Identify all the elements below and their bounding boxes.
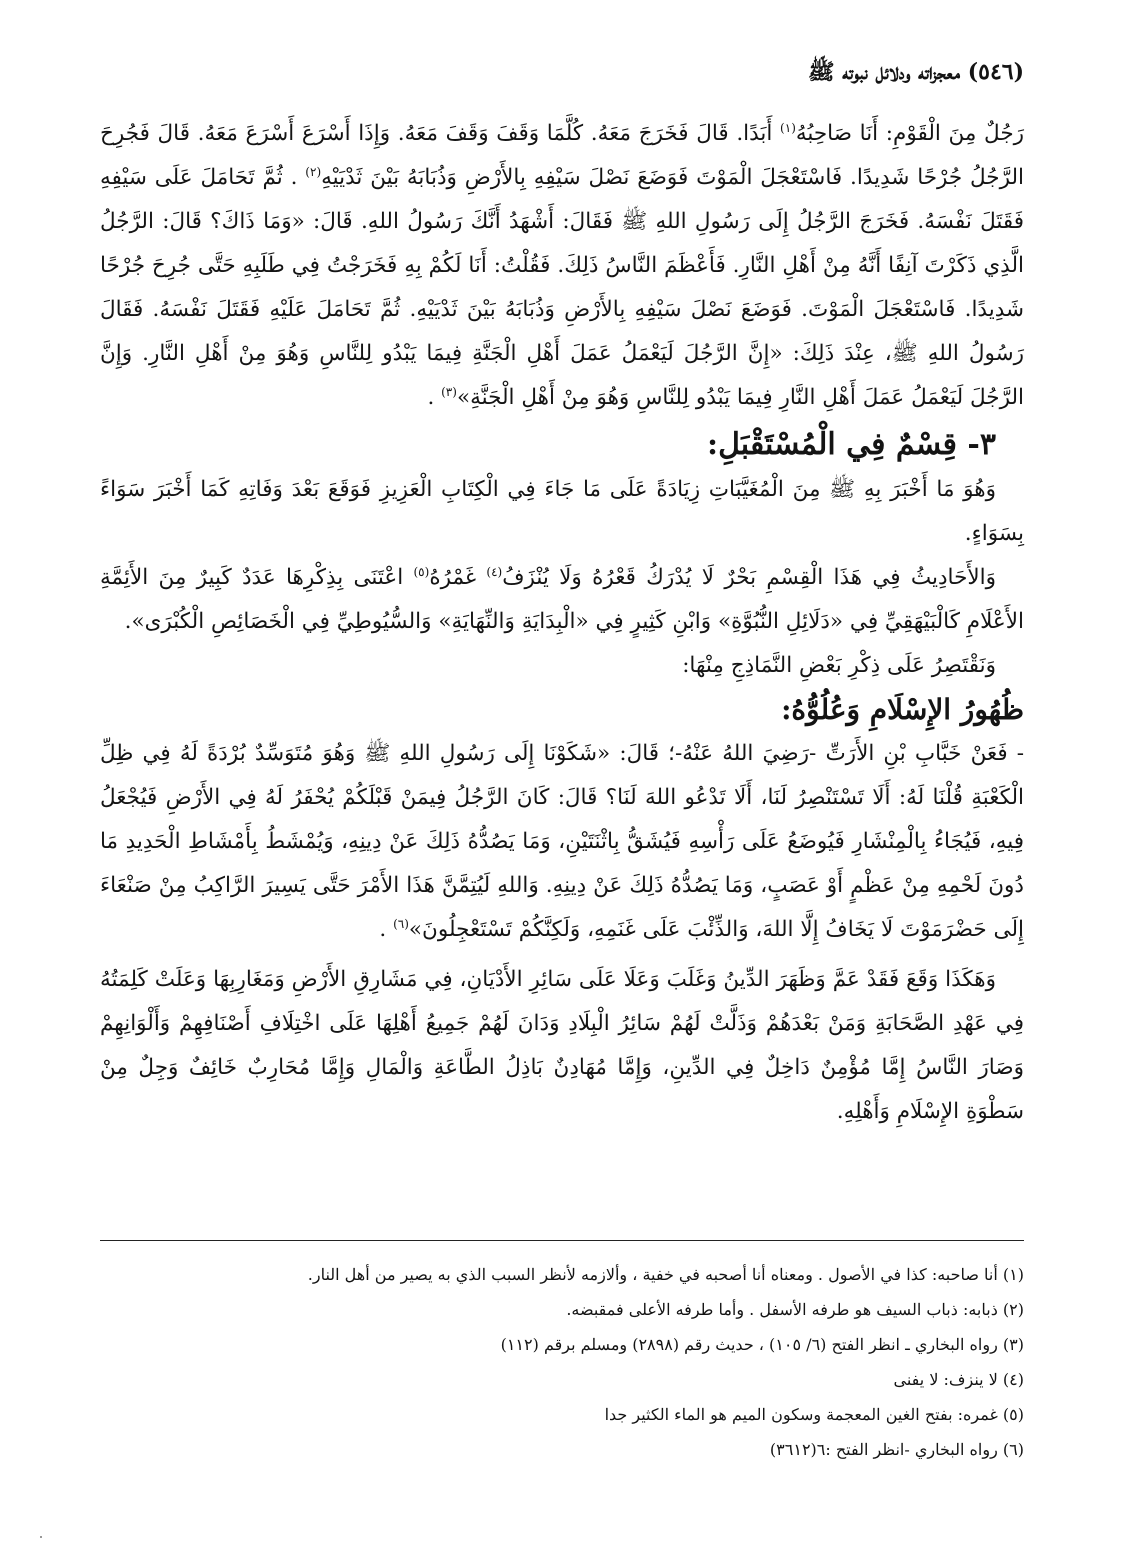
continued-paragraph — [100, 112, 1024, 420]
footnote-ref-6[interactable]: (٦) — [393, 916, 409, 931]
section-paragraph-2 — [100, 556, 1024, 644]
footnote-6: (٦) رواه البخاري -انظر الفتح :٦(٣٦١٢) — [769, 1440, 1024, 1459]
main-text — [100, 112, 1024, 1134]
footnote-3: (٣) رواه البخاري ـ انظر الفتح (٦/ ١٠٥) ، حديث رقم (٢٨٩٨) ومسلم برقم (١١٢) — [500, 1335, 1024, 1354]
text-segment: - فَعَنْ خَبَّابِ بْنِ الأَرَتِّ -رَضِيَ اللهُ عَنْهُ-؛ قَالَ: «شَكَوْنَا إِلَى رَسُولِ اللهِ ﷺ وَهُوَ مُتَوَسِّدٌ بُرْدَةً لَهُ فِي ظِلِّ الْكَعْبَةِ قُلْنَا لَهُ: أَلَا تَسْتَنْصِرُ لَنَا، أَلَا تَدْعُو اللهَ لَنَا؟ قَالَ: كَانَ الرَّجُلُ فِيمَنْ قَبْلَكُمْ يُحْفَرُ لَهُ فِي الأَرْضِ فَيُجْعَلُ فِيهِ، فَيُجَاءُ بِالْمِنْشَارِ فَيُوضَعُ عَلَى رَأْسِهِ فَيُشَقُّ بِاثْنَتَيْنِ، وَمَا يَصُدُّهُ ذَلِكَ عَنْ دِينِهِ، وَيُمْشَطُ بِأَمْشَاطِ الْحَدِيدِ مَا دُونَ لَحْمِهِ مِنْ عَظْمٍ أَوْ عَصَبٍ، وَمَا يَصُدُّهُ ذَلِكَ عَنْ دِينِهِ. وَاللهِ لَيُتِمَّنَّ هَذَا الأَمْرَ حَتَّى يَسِيرَ الرَّاكِبُ مِنْ صَنْعَاءَ إِلَى حَضْرَمَوْتَ لَا يَخَافُ إِلَّا اللهَ، وَالذِّئْبَ عَلَى غَنَمِهِ، وَلَكِنَّكُمْ تَسْتَعْجِلُونَ» — [100, 741, 1024, 942]
text-segment: . ثُمَّ تَحَامَلَ عَلَى سَيْفِهِ فَقَتَلَ نَفْسَهُ. فَخَرَجَ الرَّجُلُ إِلَى رَسُولِ اللهِ ﷺ فَقَالَ: أَشْهَدُ أَنَّكَ رَسُولُ اللهِ. قَالَ: «وَمَا ذَاكَ؟ قَالَ: الرَّجُلُ الَّذِي ذَكَرْتَ آنِفًا أَنَّهُ مِنْ أَهْلِ النَّارِ. فَأَعْظَمَ النَّاسُ ذَلِكَ. فَقُلْتُ: أَنَا لَكُمْ بِهِ فَخَرَجْتُ فِي طَلَبِهِ حَتَّى جُرِحَ جُرْحًا شَدِيدًا. فَاسْتَعْجَلَ الْمَوْتَ. فَوَضَعَ نَصْلَ سَيْفِهِ بِالأَرْضِ وَذُبَابَهُ بَيْنَ ثَدْيَيْهِ. ثُمَّ تَحَامَلَ عَلَيْهِ فَقَتَلَ نَفْسَهُ. فَقَالَ رَسُولُ اللهِ ﷺ، عِنْدَ ذَلِكَ: «إِنَّ الرَّجُلَ لَيَعْمَلُ عَمَلَ أَهْلِ الْجَنَّةِ فِيمَا يَبْدُو لِلنَّاسِ وَهُوَ مِنْ أَهْلِ النَّارِ. وَإِنَّ الرَّجُلَ لَيَعْمَلُ عَمَلَ أَهْلِ النَّارِ فِيمَا يَبْدُو لِلنَّاسِ وَهُوَ مِنْ أَهْلِ الْجَنَّةِ» — [100, 165, 1024, 410]
running-head: (٥٤٦) معجزاته ودلائل نبوته ﷺ — [807, 59, 1024, 85]
text-segment: . — [379, 917, 394, 942]
sub-heading: ظُهُورُ الإِسْلَامِ وَعُلُوُّهُ: — [781, 693, 1024, 726]
footnote-ref-1[interactable]: (١) — [780, 120, 796, 135]
text-segment: غَمْرُهُ — [429, 565, 487, 590]
text-segment: وَالأَحَادِيثُ فِي هَذَا الْقِسْمِ بَحْرٌ لَا يُدْرَكُ قَعْرُهُ وَلَا يُنْزَفُ — [502, 565, 996, 590]
scan-speck — [40, 1536, 42, 1538]
section-paragraph-1: وَهُوَ مَا أَخْبَرَ بِهِ ﷺ مِنَ الْمُغَيَّبَاتِ زِيَادَةً عَلَى مَا جَاءَ فِي الْكِتَابِ الْعَزِيزِ فَوَقَعَ بَعْدَ وَفَاتِهِ كَمَا أَخْبَرَ سَوَاءً بِسَوَاءٍ. — [100, 477, 1024, 546]
closing-paragraph: وَهَكَذَا وَقَعَ فَقَدْ عَمَّ وَظَهَرَ الدِّينُ وَغَلَبَ وَعَلَا عَلَى سَائِرِ الأَدْيَانِ، فِي مَشَارِقِ الأَرْضِ وَمَغَارِبِهَا وَعَلَتْ كَلِمَتُهُ فِي عَهْدِ الصَّحَابَةِ وَمَنْ بَعْدَهُمْ وَذَلَّتْ لَهُمْ سَائِرُ الْبِلَادِ وَدَانَ لَهُمْ جَمِيعُ أَهْلِهَا عَلَى اخْتِلَافِ أَصْنَافِهِمْ وَأَلْوَانِهِمْ وَصَارَ النَّاسُ إِمَّا مُؤْمِنٌ دَاخِلٌ فِي الدِّينِ، وَإِمَّا مُهَادِنٌ بَاذِلُ الطَّاعَةِ وَالْمَالِ وَإِمَّا مُحَارِبٌ خَائِفٌ وَجِلٌ مِنْ سَطْوَةِ الإِسْلَامِ وَأَهْلِهِ. — [100, 967, 1024, 1124]
text-segment: اعْتَنَى بِذِكْرِهَا عَدَدٌ كَبِيرٌ مِنَ الأَئِمَّةِ الأَعْلَامِ كَالْبَيْهَقِيِّ فِي «دَلَائِلِ النُّبُوَّةِ» وَابْنِ كَثِيرٍ فِي «الْبِدَايَةِ وَالنِّهَايَةِ» وَالسُّيُوطِيِّ فِي الْخَصَائِصِ الْكُبْرَى». — [100, 565, 1024, 634]
footnote-ref-5[interactable]: (٥) — [413, 564, 430, 579]
footnote-4: (٤) لا ينزف: لا يفنى — [893, 1370, 1024, 1389]
footnote-divider — [100, 1240, 1024, 1241]
hadith-paragraph — [100, 732, 1024, 952]
section-heading: ٣- قِسْمٌ فِي الْمُسْتَقْبَلِ: — [707, 427, 996, 462]
section-paragraph-3: وَنَقْتَصِرُ عَلَى ذِكْرِ بَعْضِ النَّمَاذِجِ مِنْهَا: — [682, 653, 996, 678]
text-segment: . — [427, 385, 442, 410]
text-segment: أَبَدًا. قَالَ فَخَرَجَ مَعَهُ. كُلَّمَا وَقَفَ وَقَفَ مَعَهُ. وَإِذَا أَسْرَعَ أَسْرَعَ مَعَهُ. قَالَ فَجُرِحَ الرَّجُلُ جُرْحًا شَدِيدًا. فَاسْتَعْجَلَ الْمَوْتَ فَوَضَعَ نَصْلَ سَيْفِهِ بِالأَرْضِ وَذُبَابَهُ بَيْنَ ثَدْيَيْهِ — [100, 121, 1024, 190]
footnote-1: (١) أنا صاحبه: كذا في الأصول . ومعناه أنا أصحبه في خفية ، وألازمه لأنظر السبب الذي به يصير من أهل النار. — [307, 1265, 1024, 1284]
footnotes — [100, 1257, 1024, 1467]
text-segment: رَجُلٌ مِنَ الْقَوْمِ: أَنَا صَاحِبُهُ — [795, 121, 1024, 146]
footnote-5: (٥) غمره: بفتح الغين المعجمة وسكون الميم هو الماء الكثير جدا — [604, 1405, 1024, 1424]
footnote-ref-2[interactable]: (٢) — [305, 164, 322, 179]
footnote-ref-4[interactable]: (٤) — [486, 564, 503, 579]
footnote-2: (٢) ذبابه: ذباب السيف هو طرفه الأسفل . وأما طرفه الأعلى فمقبضه. — [566, 1300, 1024, 1319]
footnote-ref-3[interactable]: (٣) — [441, 384, 457, 399]
